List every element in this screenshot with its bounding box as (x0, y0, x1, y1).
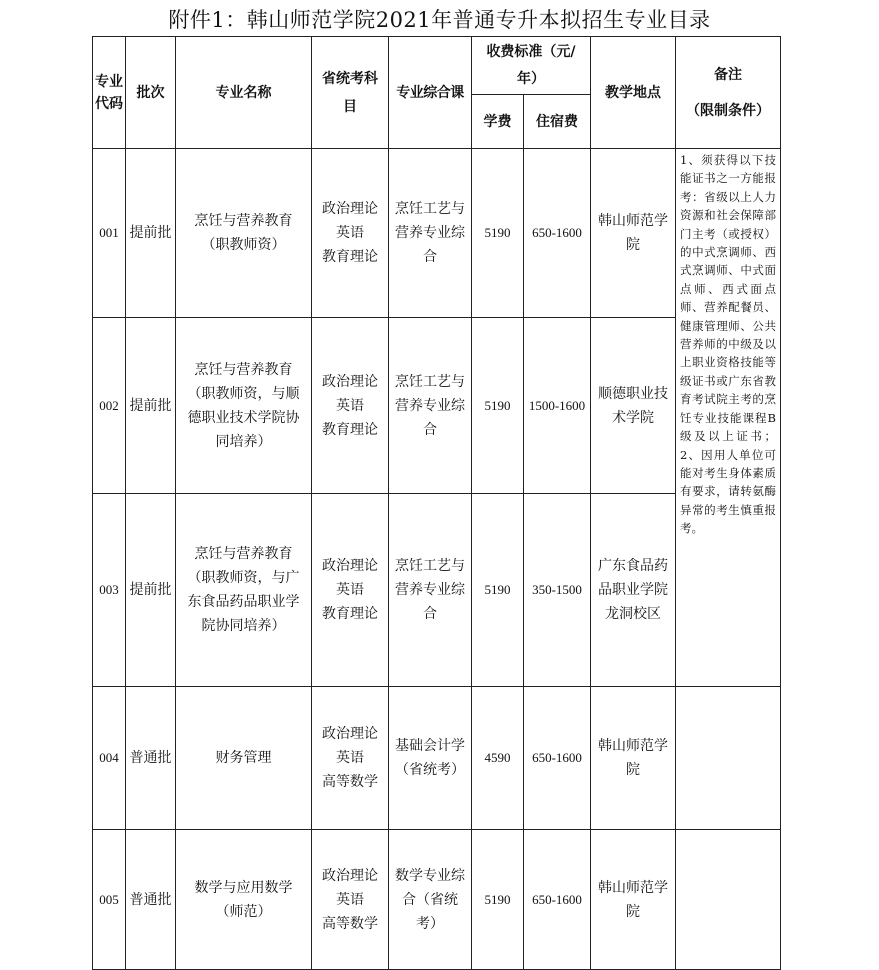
batch-cell: 提前批 (126, 494, 176, 687)
header-major: 专业名称 (176, 37, 312, 149)
subjects-cell: 政治理论 英语 教育理论 (312, 318, 389, 494)
lodging-cell: 650-1600 (524, 149, 591, 318)
subjects-cell: 政治理论 英语 高等数学 (312, 687, 389, 830)
major-cell: 数学与应用数学 （师范） (176, 830, 312, 970)
batch-cell: 普通批 (126, 687, 176, 830)
header-lodging: 住宿费 (524, 95, 591, 149)
comprehensive-cell: 烹饪工艺与 营养专业综 合 (389, 494, 472, 687)
header-comprehensive: 专业综合课 (389, 37, 472, 149)
code-cell: 005 (93, 830, 126, 970)
remarks-cell-empty (676, 830, 781, 970)
subjects-cell: 政治理论 英语 教育理论 (312, 149, 389, 318)
code-cell: 002 (93, 318, 126, 494)
comprehensive-cell: 烹饪工艺与 营养专业综 合 (389, 318, 472, 494)
tuition-cell: 5190 (472, 318, 524, 494)
header-location: 教学地点 (591, 37, 676, 149)
code-cell: 001 (93, 149, 126, 318)
location-cell: 韩山师范学 院 (591, 149, 676, 318)
major-cell: 烹饪与营养教育 （职教师资，与广 东食品药品职业学 院协同培养） (176, 494, 312, 687)
header-row (93, 37, 781, 95)
lodging-cell: 350-1500 (524, 494, 591, 687)
comprehensive-cell: 基础会计学 （省统考） (389, 687, 472, 830)
tuition-cell: 5190 (472, 149, 524, 318)
table-row (93, 149, 781, 318)
remarks-cell-empty (676, 687, 781, 830)
header-fee-standard: 收费标准（元/ 年） (472, 37, 591, 95)
table-row (93, 687, 781, 830)
batch-cell: 提前批 (126, 149, 176, 318)
remarks-cell: 1、须获得以下技能证书之一方能报考：省级以上人力资源和社会保障部门主考（或授权）的中式烹调师、西式烹调师、中式面点师、西式面点师、营养配餐员、健康管理师、公共营养师的中级及以上职业资格技能等级证书或广东省教育考试院主考的烹饪专业技能课程B级及以上证书；2、因用人单位可能对考生身体素质有要求，请转氨酶异常的考生慎重报考。 (676, 149, 781, 687)
location-cell: 广东食品药 品职业学院 龙洞校区 (591, 494, 676, 687)
header-remarks: 备注 （限制条件） (676, 37, 781, 149)
tuition-cell: 4590 (472, 687, 524, 830)
header-code: 专业 代码 (93, 37, 126, 149)
location-cell: 顺德职业技 术学院 (591, 318, 676, 494)
lodging-cell: 650-1600 (524, 687, 591, 830)
batch-cell: 提前批 (126, 318, 176, 494)
major-cell: 烹饪与营养教育 （职教师资） (176, 149, 312, 318)
lodging-cell: 650-1600 (524, 830, 591, 970)
table-row (93, 830, 781, 970)
major-cell: 烹饪与营养教育 （职教师资，与顺 德职业技术学院协 同培养） (176, 318, 312, 494)
major-catalog-table (92, 36, 781, 970)
header-batch: 批次 (126, 37, 176, 149)
page-title: 附件1：韩山师范学院2021年普通专升本拟招生专业目录 (168, 8, 711, 32)
location-cell: 韩山师范学 院 (591, 687, 676, 830)
subjects-cell: 政治理论 英语 高等数学 (312, 830, 389, 970)
tuition-cell: 5190 (472, 494, 524, 687)
subjects-cell: 政治理论 英语 教育理论 (312, 494, 389, 687)
comprehensive-cell: 烹饪工艺与 营养专业综 合 (389, 149, 472, 318)
header-tuition: 学费 (472, 95, 524, 149)
code-cell: 004 (93, 687, 126, 830)
code-cell: 003 (93, 494, 126, 687)
location-cell: 韩山师范学 院 (591, 830, 676, 970)
batch-cell: 普通批 (126, 830, 176, 970)
lodging-cell: 1500-1600 (524, 318, 591, 494)
header-province-exam: 省统考科 目 (312, 37, 389, 149)
major-cell: 财务管理 (176, 687, 312, 830)
comprehensive-cell: 数学专业综 合（省统 考） (389, 830, 472, 970)
tuition-cell: 5190 (472, 830, 524, 970)
